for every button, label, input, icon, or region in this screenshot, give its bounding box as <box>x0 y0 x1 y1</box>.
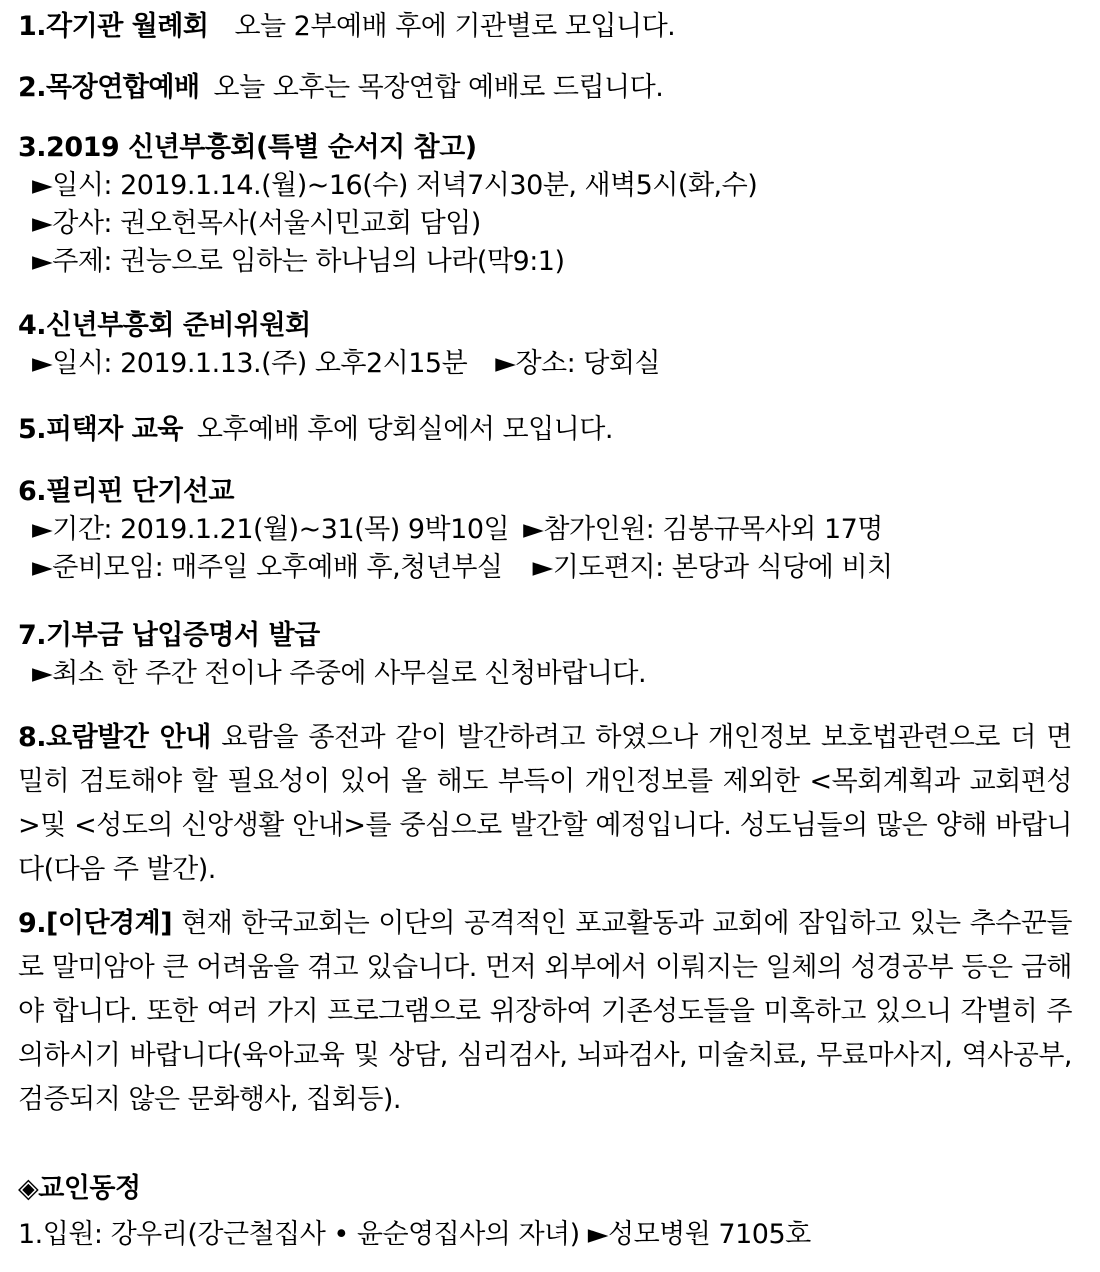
announcement-6-title: 6.필리핀 단기선교 <box>18 476 235 507</box>
announcement-7-title: 7.기부금 납입증명서 발급 <box>18 620 320 651</box>
announcement-5-title: 5.피택자 교육 <box>18 414 183 445</box>
announcement-2-text: 오늘 오후는 목장연합 예배로 드립니다. <box>213 72 664 103</box>
announcement-8-title: 8.요람발간 안내 <box>18 722 211 753</box>
announcement-6-line-4: ►기도편지: 본당과 식당에 비치 <box>532 552 893 583</box>
announcement-6-row-2 <box>18 549 893 587</box>
announcement-9 <box>18 902 1072 1122</box>
announcement-3-line-3: ►주제: 권능으로 임하는 하나님의 나라(막9:1) <box>32 246 565 277</box>
member-news-line-1: 1.입원: 강우리(강근철집사 • 윤순영집사의 자녀) ►성모병원 7105호 <box>18 1219 811 1250</box>
member-news-title: ◈교인동정 <box>18 1173 141 1204</box>
announcement-6-line-1: ►기간: 2019.1.21(월)~31(목) 9박10일 <box>32 514 510 545</box>
announcement-3-title: 3.2019 신년부흥회(특별 순서지 참고) <box>18 132 477 163</box>
announcement-4-lines <box>18 345 660 383</box>
announcement-6-line-2: ►참가인원: 김봉규목사외 17명 <box>523 514 883 545</box>
announcement-8-text: 요람을 종전과 같이 발간하려고 하였으나 개인정보 보호법관련으로 더 면밀히 검토해야 할 필요성이 있어 올 해도 부득이 개인정보를 제외한 <목회계획과 교회편성>및 <성도의 신앙생활 안내>를 중심으로 발간할 예정입니다. 성도님들의 많은 양해 바랍니다(다음 주 발간). <box>18 722 1072 885</box>
member-news <box>18 1170 811 1254</box>
announcement-8 <box>18 716 1072 892</box>
announcement-9-text: 현재 한국교회는 이단의 공격적인 포교활동과 교회에 잠입하고 있는 추수꾼들로 말미암아 큰 어려움을 겪고 있습니다. 먼저 외부에서 이뤄지는 일체의 성경공부 등은 금해야 합니다. 또한 여러 가지 프로그램으로 위장하여 기존성도들을 미혹하고 있으니 각별히 주의하시기 바랍니다(육아교육 및 상담, 심리검사, 뇌파검사, 미술치료, 무료마사지, 역사공부, 검증되지 않은 문화행사, 집회등). <box>18 908 1072 1115</box>
announcement-1 <box>18 8 675 46</box>
announcement-4-line-1: ►일시: 2019.1.13.(주) 오후2시15분 <box>32 348 468 379</box>
announcement-7-line-1: ►최소 한 주간 전이나 주중에 사무실로 신청바랍니다. <box>32 658 647 689</box>
announcement-3-line-1: ►일시: 2019.1.14.(월)~16(수) 저녁7시30분, 새벽5시(화,수) <box>32 170 758 201</box>
announcement-2 <box>18 69 663 107</box>
announcement-7 <box>18 617 646 693</box>
announcement-5-text: 오후예배 후에 당회실에서 모입니다. <box>196 414 613 445</box>
announcement-3-line-2: ►강사: 권오헌목사(서울시민교회 담임) <box>32 208 481 239</box>
announcement-4-title: 4.신년부흥회 준비위원회 <box>18 310 311 341</box>
announcement-1-title: 1.각기관 월례회 <box>18 11 209 42</box>
announcement-9-title: 9.[이단경계] <box>18 908 173 939</box>
announcement-6-line-3: ►준비모임: 매주일 오후예배 후,청년부실 <box>32 552 503 583</box>
announcement-5 <box>18 411 613 449</box>
announcement-1-text: 오늘 2부예배 후에 기관별로 모입니다. <box>234 11 676 42</box>
announcement-4 <box>18 307 660 383</box>
announcement-6 <box>18 473 893 587</box>
announcement-3 <box>18 129 757 281</box>
announcement-4-line-2: ►장소: 당회실 <box>495 348 661 379</box>
announcement-2-title: 2.목장연합예배 <box>18 72 200 103</box>
announcement-6-row-1 <box>18 511 893 549</box>
